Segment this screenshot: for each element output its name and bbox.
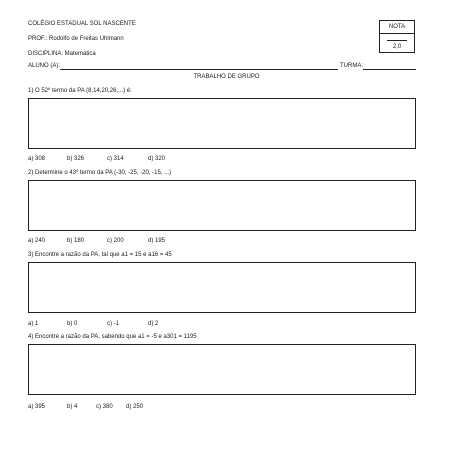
option-c[interactable]: c) -1 <box>107 321 119 327</box>
option-b[interactable]: b) 0 <box>67 321 78 327</box>
page-title: TRABALHO DE GRUPO <box>193 74 260 80</box>
option-a[interactable]: a) 1 <box>28 321 39 327</box>
option-b[interactable]: b) 180 <box>67 238 85 244</box>
option-a[interactable]: a) 240 <box>28 238 46 244</box>
option-a[interactable]: a) 395 <box>28 404 46 410</box>
option-c[interactable]: c) 200 <box>107 238 124 244</box>
student-label: ALUNO (A): <box>28 63 61 69</box>
grade-divider <box>380 33 414 34</box>
grade-label: NOTA <box>388 24 406 30</box>
option-c[interactable]: c) 380 <box>96 404 113 410</box>
subject-name: DISCIPLINA: Matemática <box>28 51 96 57</box>
question-3-answer-box[interactable] <box>28 262 416 313</box>
grade-blank[interactable] <box>387 40 407 41</box>
option-b[interactable]: b) 4 <box>67 404 78 410</box>
option-b[interactable]: b) 326 <box>67 156 85 162</box>
question-4-answer-box[interactable] <box>28 344 416 395</box>
question-1-text: 1) O 52º termo da PA (8,14,20,26,...) é: <box>28 88 132 94</box>
class-field[interactable] <box>363 69 416 70</box>
option-d[interactable]: d) 2 <box>148 321 159 327</box>
school-name: COLÉGIO ESTADUAL SOL NASCENTE <box>28 21 136 27</box>
question-3-text: 3) Encontre a razão da PA, tal que a1 = 15 e a16 = 45 <box>28 252 172 258</box>
teacher-name: PROF.: Rodolfo de Freitas Uhlmann <box>28 36 124 42</box>
question-2-text: 2) Determine o 43º termo da PA (-30, -25, -20, -15, ...) <box>28 170 172 176</box>
option-d[interactable]: d) 320 <box>148 156 166 162</box>
question-4-text: 4) Encontre a razão da PA, sabendo que a1 = -5 e a301 = 1195 <box>28 334 197 340</box>
question-2-answer-box[interactable] <box>28 180 416 231</box>
option-a[interactable]: a) 308 <box>28 156 46 162</box>
class-label: TURMA: <box>340 63 363 69</box>
question-1-answer-box[interactable] <box>28 98 416 149</box>
option-d[interactable]: d) 195 <box>148 238 166 244</box>
grade-value: 2,0 <box>392 44 402 50</box>
option-d[interactable]: d) 250 <box>126 404 144 410</box>
option-c[interactable]: c) 314 <box>107 156 124 162</box>
student-name-field[interactable] <box>60 69 338 70</box>
